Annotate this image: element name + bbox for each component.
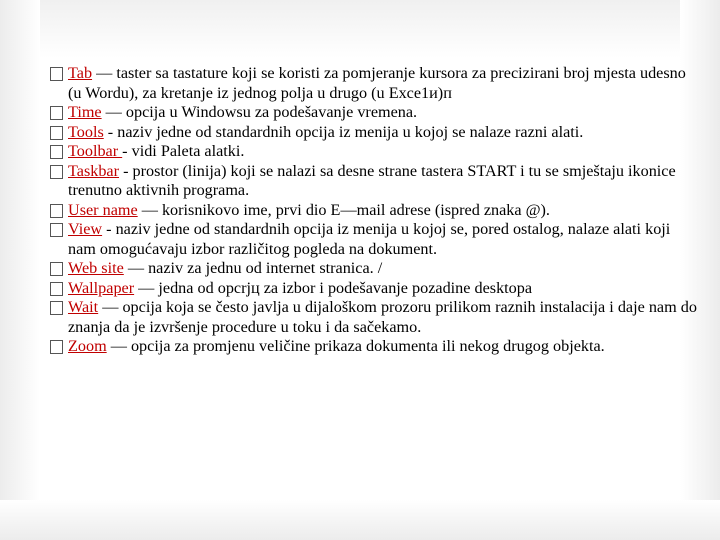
term-definition: — taster sa tastature koji se koristi za pomjeranje kursora za precizirani broj mjesta udesno (u Wordu), za kretanje iz jednog polja u drugo (u Exce1и)п — [68, 64, 686, 102]
term-link[interactable]: View — [68, 220, 103, 238]
term-definition: — opcija za promjenu veličine prikaza dokumenta ili nekog drugog objekta. — [106, 337, 605, 355]
term-definition: - naziv jedne od standardnih opcija iz menija u kojoj se, pored ostalog, nalaze alati koji nam omogućavaju izbor različitog pogleda na dokument. — [68, 220, 671, 258]
list-item — [50, 279, 700, 299]
term-definition: - vidi Paleta alatki. — [122, 142, 245, 160]
missing-glyph-bullet-icon — [50, 204, 63, 218]
term-definition: - naziv jedne od standardnih opcija iz menija u kojoj se nalaze razni alati. — [103, 122, 584, 141]
term-definition: - prostor (linija) koji se nalazi sa desne strane tastera START i tu se smještaju ikonice trenutno aktivnih programa. — [68, 161, 676, 199]
term-link[interactable]: Wait — [68, 298, 99, 316]
missing-glyph-bullet-icon — [50, 223, 63, 237]
list-item — [50, 142, 700, 162]
missing-glyph-bullet-icon — [50, 106, 63, 120]
missing-glyph-bullet-icon — [50, 340, 63, 354]
missing-glyph-bullet-icon — [50, 282, 63, 296]
list-item — [50, 337, 700, 357]
term-link[interactable]: Tab — [68, 64, 93, 82]
glossary-list — [50, 64, 700, 357]
list-item — [50, 259, 700, 279]
missing-glyph-bullet-icon — [50, 165, 63, 179]
term-link[interactable]: Taskbar — [68, 161, 120, 180]
list-item — [50, 220, 700, 259]
term-definition: — opcija koja se često javlja u dijaloškom prozoru prilikom raznih instalacija i daje nam do znanja da je izvršenje procedure u toku i da sačekamo. — [68, 298, 697, 336]
term-link[interactable]: Zoom — [68, 337, 107, 355]
missing-glyph-bullet-icon — [50, 126, 63, 140]
missing-glyph-bullet-icon — [50, 67, 63, 81]
list-item — [50, 162, 700, 201]
term-link[interactable]: Time — [68, 103, 102, 121]
list-item — [50, 64, 700, 103]
term-definition: — jedna od opcrjц za izbor i podešavanje pozadine desktopa — [134, 278, 533, 297]
missing-glyph-bullet-icon — [50, 301, 63, 315]
missing-glyph-bullet-icon — [50, 145, 63, 159]
term-definition: — korisnikovo ime, prvi dio E—mail adrese (ispred znaka @). — [137, 200, 550, 219]
term-link[interactable]: Toolbar — [68, 142, 123, 160]
term-definition: — opcija u Windowsu za podešavanje vremena. — [101, 103, 418, 121]
term-link[interactable]: Wallpaper — [68, 278, 135, 297]
term-link[interactable]: User name — [68, 200, 138, 219]
term-definition: — naziv za jednu od internet stranica. / — [123, 259, 383, 277]
list-item — [50, 103, 700, 123]
term-link[interactable]: Web site — [68, 259, 124, 277]
list-item — [50, 298, 700, 337]
term-link[interactable]: Tools — [68, 122, 104, 141]
missing-glyph-bullet-icon — [50, 262, 63, 276]
list-item — [50, 201, 700, 221]
list-item — [50, 123, 700, 143]
